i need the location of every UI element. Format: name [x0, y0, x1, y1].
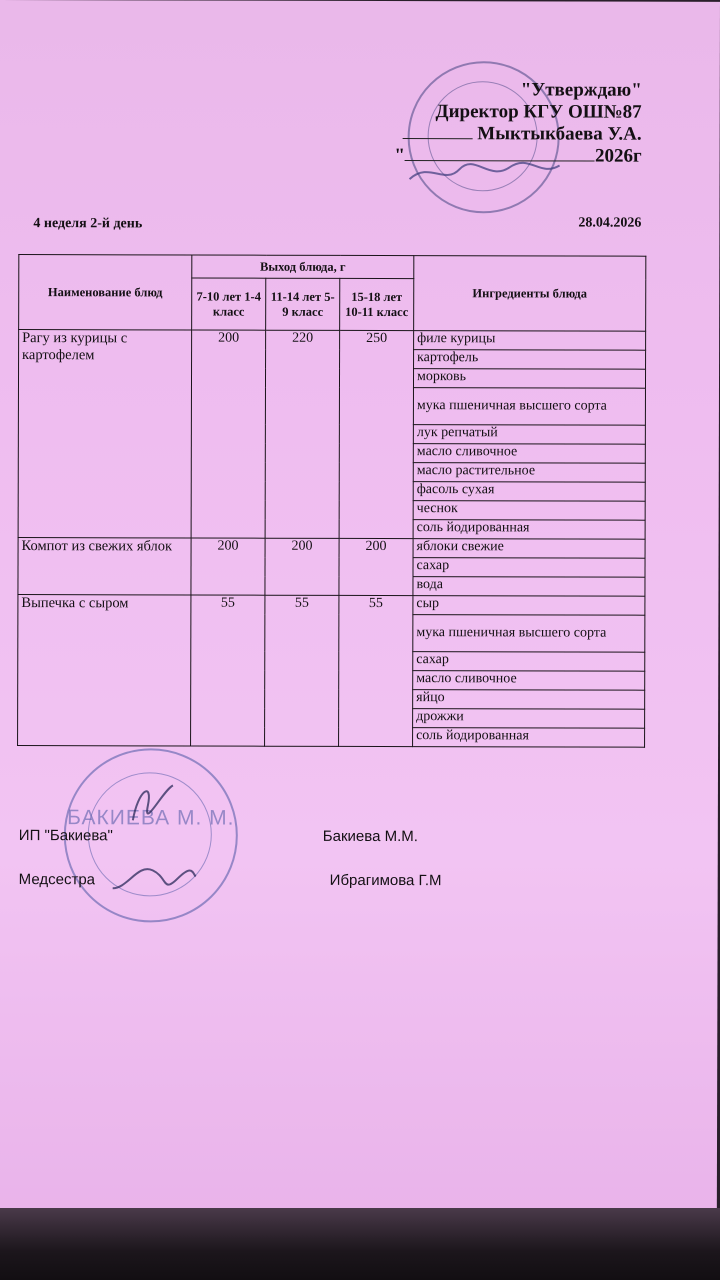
nurse-label: Медсестра — [18, 871, 96, 889]
dish-output: 220 — [265, 330, 340, 538]
week-day-label: 4 неделя 2-й день — [33, 216, 143, 232]
ingredient: лук репчатый — [413, 425, 645, 445]
ingredient: масло сливочное — [413, 444, 645, 464]
ingredient: яблоки свежие — [413, 539, 645, 559]
dish-output: 55 — [191, 595, 265, 746]
ingredient: чеснок — [413, 501, 645, 521]
ingredient: масло сливочное — [413, 671, 645, 691]
ingredient: сахар — [413, 558, 645, 578]
ip-signature — [118, 770, 188, 830]
dish-output: 200 — [339, 538, 413, 595]
dish-output: 200 — [265, 538, 339, 595]
header-output: Выход блюда, г — [192, 255, 414, 279]
dish-name: Выпечка с сыром — [18, 595, 191, 746]
ingredient: мука пшеничная высшего сорта — [413, 388, 645, 426]
background-surface — [0, 1208, 720, 1280]
ingredient: сыр — [413, 596, 645, 616]
ingredient: соль йодированная — [413, 728, 645, 748]
stamp-text: БАКИЕВА М. М. — [67, 806, 235, 830]
approval-signer: Мыктыкбаева У.А. — [394, 123, 641, 146]
ingredient: фасоль сухая — [413, 482, 645, 502]
approval-title: "Утверждаю" — [520, 79, 642, 101]
ingredient: дрожжи — [413, 709, 645, 729]
ip-label: ИП "Бакиева" — [18, 827, 113, 845]
approval-block — [394, 79, 641, 168]
ingredient: сахар — [413, 652, 645, 672]
ingredient: картофель — [414, 350, 646, 370]
nurse-signature — [108, 858, 198, 898]
menu-table — [17, 254, 646, 748]
dish-name: Рагу из курицы с картофелем — [18, 330, 192, 538]
dish-output: 200 — [191, 538, 265, 595]
dish-name: Компот из свежих яблок — [18, 538, 191, 595]
header-ingredients: Ингредиенты блюда — [414, 256, 646, 332]
approval-date: " 2026г — [394, 145, 642, 167]
dish-output: 55 — [339, 595, 413, 746]
ingredient: масло растительное — [413, 463, 645, 483]
menu-date: 28.04.2026 — [578, 215, 642, 231]
ingredient: филе курицы — [414, 331, 646, 351]
ingredient: яйцо — [413, 690, 645, 710]
ingredient: соль йодированная — [413, 520, 645, 540]
approval-position: Директор КГУ ОШ№87 — [435, 101, 642, 123]
header-dish-name: Наименование блюд — [19, 255, 192, 330]
ingredient: морковь — [413, 369, 645, 389]
dish-output: 55 — [265, 595, 339, 746]
ip-name: Бакиева М.М. — [322, 827, 418, 846]
dish-output: 200 — [191, 330, 266, 538]
ingredient: вода — [413, 577, 645, 597]
ingredient: мука пшеничная высшего сорта — [413, 615, 645, 653]
dish-output: 250 — [339, 330, 414, 538]
header-age-11-14: 11-14 лет 5-9 класс — [266, 278, 340, 330]
header-age-15-18: 15-18 лет 10-11 класс — [340, 278, 414, 330]
nurse-name: Ибрагимова Г.М — [329, 871, 442, 890]
header-age-7-10: 7-10 лет 1-4 класс — [192, 278, 266, 330]
